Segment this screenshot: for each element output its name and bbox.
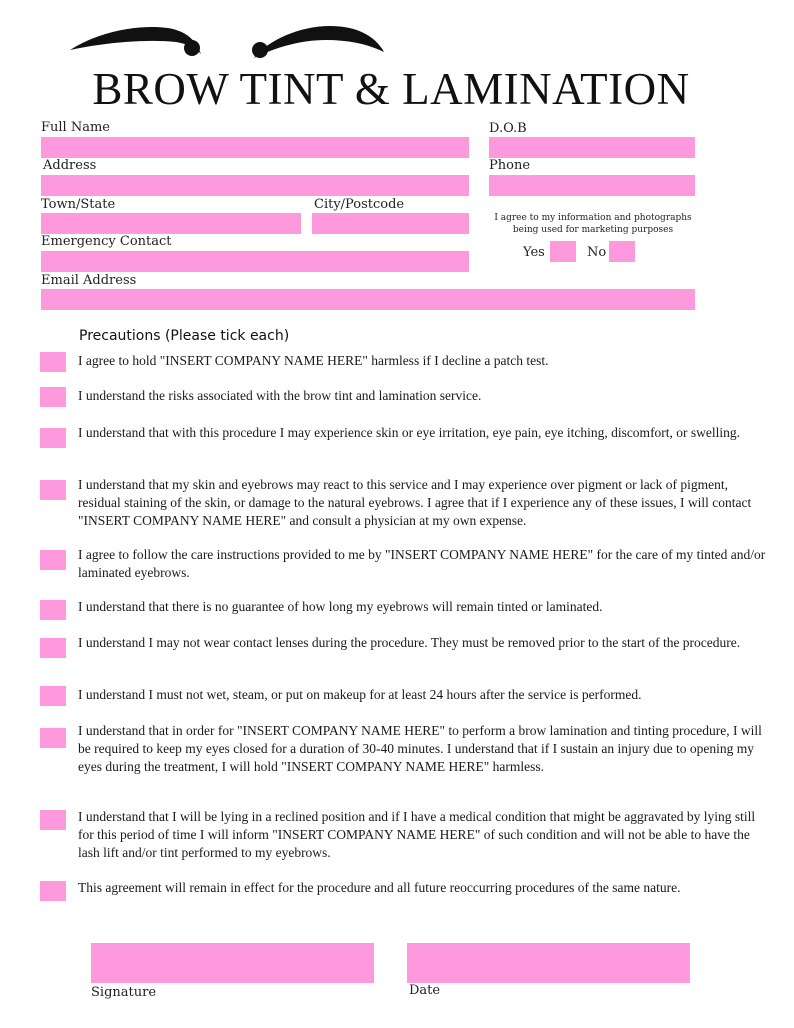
date-label: Date xyxy=(409,983,441,998)
phone-field[interactable] xyxy=(489,175,695,196)
precaution-checkbox[interactable] xyxy=(40,728,66,748)
precaution-text: I agree to follow the care instructions provided to me by "INSERT COMPANY NAME HERE" for the care of my tinted and/or laminated eyebrows. xyxy=(78,547,766,580)
email-field[interactable] xyxy=(41,289,695,310)
full-name-field[interactable] xyxy=(41,137,469,158)
emergency-contact-field[interactable] xyxy=(41,251,469,272)
date-field[interactable] xyxy=(407,943,690,983)
precaution-text: I understand that I will be lying in a reclined position and if I have a medical condition that might be aggravated by lying still for this period of time I will inform "INSERT COMPANY NAME HERE" of such condition and will not be able to have the lash lift and/or tint performed to my eyebrows. xyxy=(78,809,756,860)
precaution-text: I understand that my skin and eyebrows may react to this service and I may experience over pigment or lack of pigment, residual staining of the skin, or damage to the natural eyebrows. I agree that if I experience any of these issues, I will contact "INSERT COMPANY NAME HERE" and consult a physician at my own expense. xyxy=(78,477,752,528)
email-label: Email Address xyxy=(41,273,137,288)
full-name-label: Full Name xyxy=(41,120,110,135)
consent-no-checkbox[interactable] xyxy=(609,241,635,262)
precautions-title: Precautions (Please tick each) xyxy=(79,328,290,344)
precaution-text: This agreement will remain in effect for the procedure and all future reoccurring procedures of the same nature. xyxy=(78,880,681,895)
yes-label: Yes xyxy=(523,245,545,260)
precaution-text: I understand that there is no guarantee of how long my eyebrows will remain tinted or laminated. xyxy=(78,599,603,614)
marketing-consent-text: I agree to my information and photographs being used for marketing purposes xyxy=(494,213,692,235)
precaution-checkbox[interactable] xyxy=(40,881,66,901)
precaution-checkbox[interactable] xyxy=(40,600,66,620)
precaution-text: I understand I may not wear contact lenses during the procedure. They must be removed prior to the start of the procedure. xyxy=(78,635,741,650)
signature-field[interactable] xyxy=(91,943,374,983)
precaution-text: I understand that with this procedure I may experience skin or eye irritation, eye pain, eye itching, discomfort, or swelling. xyxy=(78,425,741,440)
precaution-text: I understand the risks associated with the brow tint and lamination service. xyxy=(78,388,482,403)
page-title: BROW TINT & LAMINATION xyxy=(92,64,690,114)
precaution-text: I understand that in order for "INSERT COMPANY NAME HERE" to perform a brow lamination and tinting procedure, I will be required to keep my eyes closed for a duration of 30-40 minutes. I understand that if I sustain an injury due to opening my eyes during the treatment, I will hold "INSERT COMPANY NAME HERE" harmless. xyxy=(78,723,762,774)
dob-label: D.O.B xyxy=(489,121,527,136)
city-postcode-label: City/Postcode xyxy=(314,197,405,212)
precaution-checkbox[interactable] xyxy=(40,550,66,570)
address-field[interactable] xyxy=(41,175,469,196)
city-postcode-field[interactable] xyxy=(312,213,469,234)
precaution-checkbox[interactable] xyxy=(40,810,66,830)
signature-label: Signature xyxy=(91,985,157,1000)
consent-yes-checkbox[interactable] xyxy=(550,241,576,262)
address-label: Address xyxy=(43,158,97,173)
emergency-contact-label: Emergency Contact xyxy=(41,234,172,249)
town-state-label: Town/State xyxy=(41,197,116,212)
no-label: No xyxy=(587,245,607,260)
dob-field[interactable] xyxy=(489,137,695,158)
town-state-field[interactable] xyxy=(41,213,301,234)
precaution-checkbox[interactable] xyxy=(40,686,66,706)
precaution-checkbox[interactable] xyxy=(40,638,66,658)
precaution-text: I understand I must not wet, steam, or put on makeup for at least 24 hours after the service is performed. xyxy=(78,687,642,702)
precaution-checkbox[interactable] xyxy=(40,428,66,448)
eyebrows-icon xyxy=(68,22,386,68)
precaution-checkbox[interactable] xyxy=(40,352,66,372)
precaution-checkbox[interactable] xyxy=(40,387,66,407)
precaution-checkbox[interactable] xyxy=(40,480,66,500)
phone-label: Phone xyxy=(489,158,531,173)
precaution-text: I agree to hold "INSERT COMPANY NAME HERE" harmless if I decline a patch test. xyxy=(78,353,549,368)
